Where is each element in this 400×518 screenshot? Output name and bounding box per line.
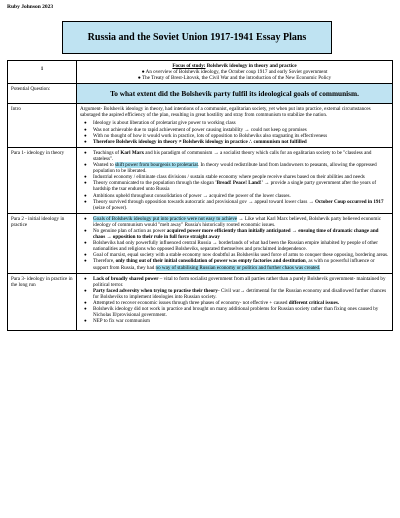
focus-item: ● The Treaty of Brest-Litovsk, the Civil War and the introduction of the New Economic Policy [80, 75, 389, 81]
focus-text: Bolshevik ideology in theory and practice [205, 63, 297, 69]
text-run: → provide a single party government after the years of hardship the tsar endured unto Russia [93, 180, 377, 193]
list-item [93, 150, 389, 162]
text-run: - Civil war→ detrimental for the Russian economy and disallowed further chances for Bolsheviks to implement ideologies into Russian society. [93, 287, 387, 300]
para1-label: Para 1- ideology in theory [8, 147, 77, 213]
list-item: ● Therefore Bolshevik ideology in theory ≠ Bolshevik ideology in practice ∴ communism not fulfilled [93, 139, 389, 145]
focus-list [80, 69, 389, 81]
text-run: . In theory would redistribute land from landowners to peasants, allowing the oppressed population to be liberated. [93, 162, 377, 175]
text-run: , as with no powerful influence or support from Russia, they had [93, 258, 375, 271]
intro-content [77, 104, 393, 148]
para2-content [77, 213, 393, 273]
text-run: only thing out of their initial consolidation of power was empty factories and destitution [115, 258, 306, 265]
text-run: → Like what Karl Marx believed, Bolshevik party believed economic ideology of communism would "melt away" Russia's historically rooted economic issues. [93, 215, 381, 228]
list-item [93, 162, 389, 174]
para2-row [8, 213, 393, 273]
highlight-text: Goals of Bolshevik ideology put into practice were not easy to achieve [93, 215, 238, 222]
focus-label: Focus of study: [172, 63, 206, 69]
para3-label: Para 3- ideology in practice in the long run [8, 273, 77, 331]
list-item [93, 216, 389, 228]
page-title: Russia and the Soviet Union 1917-1941 Essay Plans [62, 21, 332, 54]
intro-label: Intro [8, 104, 77, 148]
para1-row [8, 147, 393, 213]
intro-argument: Argument- Bolshevik ideology in theory, had intentions of a communist, egalitarian society, yet when put into practice, external circumstances sabotaged the aspired efficiency of the plan, resulting in great hostility and stray from communism to stabilize the nation. [80, 106, 371, 119]
list-item: ● Bolshevik ideology did not work in practice and brought on many additional problems for Russian society rather than fixing ones caused by Nicholas II/provisional government. [93, 306, 389, 318]
para3-content [77, 273, 393, 331]
text-run: Party faced adversity when trying to practise their theory [93, 287, 218, 294]
list-item [93, 288, 389, 300]
list-item: ● NEP to fix war communism [93, 318, 389, 324]
text-run: different critical issues. [288, 300, 340, 306]
list-item: ● Ambitions upheld throughout consolidation of power → acquired the power of the lower classes. [93, 193, 389, 199]
text-run: Karl Marx [120, 149, 144, 156]
para1-content [77, 147, 393, 213]
question-text: To what extent did the Bolshevik party fulfil its ideological goals of communism. [77, 84, 393, 104]
text-run: Theory communicated to the population through the slogan [93, 180, 216, 187]
para3-row [8, 273, 393, 331]
list-item: ● Goal of marxist, equal society with a stable economy now doubtful as Bolsheviks used force of arms to conquer these opposing, bordering areas. [93, 252, 389, 258]
para2-label: Para 2 - initial ideology in practice [8, 213, 77, 273]
author-credit: Ruby Johnson 2023 [7, 4, 54, 10]
text-run: Attempted to recover economic issues through three phases of economy- not effective + caused [93, 300, 289, 306]
list-item: ● Ideology is about liberation of proletariat give power to working class [93, 120, 389, 126]
highlight-text: shift power from bourgeois to proletariat [114, 162, 198, 169]
focus-item: ● An overview of Bolshevik ideology, the October coup 1917 and early Soviet government [80, 69, 389, 75]
plan-number: 1 [8, 61, 77, 84]
text-run: October Coup occurred in 1917 [314, 198, 384, 205]
list-item: ● Was not achievable due to rapid achievement of power causing instability → could not keep og promises [93, 127, 389, 133]
list-item [93, 258, 389, 270]
para2-list [80, 216, 389, 271]
text-run: and his paradigm of communism → a socialist theory which calls for an egalitarian society to be "classless and stateless". [93, 149, 372, 162]
text-run: Therefore, [93, 258, 116, 265]
list-item: ● With no thought of how it would work in practice, lots of opposition to Bolsheviks also stagnating its effectiveness [93, 133, 389, 139]
list-item: ● Industrial economy / eliminate class divisions / sustain stable economy where people receive shares based on their abilities and needs [93, 174, 389, 180]
text-run: (seize of power). [93, 204, 128, 211]
list-item [93, 180, 389, 192]
text-run: Theory survived through opposition towards autocratic and provisional gov → appeal toward lower class → [93, 198, 315, 205]
text-run: 'Bread! Peace! Land!' [215, 180, 263, 187]
header-row [8, 61, 393, 84]
list-item [93, 199, 389, 211]
list-item [93, 228, 389, 240]
list-item [93, 276, 389, 288]
para1-list [80, 150, 389, 211]
list-item: ● Bolsheviks had only powerfully influenced central Russia → borderlands of what had been the Russian empire inhabited by people of other nationalities and religions who opposed Bolsheviks, separated themselves and proclaimed independence. [93, 240, 389, 252]
para3-list [80, 276, 389, 325]
text-run: Wanted to [93, 162, 115, 169]
text-run: – vital to form socialist government from all parties rather than a purely Bolshevik government- maintained by political terror. [93, 275, 386, 288]
text-run: Lack of broadly shared power [93, 275, 159, 282]
intro-list [80, 120, 389, 144]
text-run: acquired power more efficiently than initially anticipated → ensuing time of dramatic change and chaos → opposition to their rule in full force straight away [93, 227, 379, 241]
text-run: No genuine plan of action as power [93, 227, 167, 234]
text-run: Teachings of [93, 149, 121, 156]
highlight-text: no way of stabilising Russian economy or politics and further chaos was created. [155, 264, 321, 271]
question-row [8, 84, 393, 104]
intro-row [8, 104, 393, 148]
essay-plan-table [7, 60, 393, 331]
focus-cell [77, 61, 393, 84]
question-label: Potential Question: [8, 84, 77, 104]
